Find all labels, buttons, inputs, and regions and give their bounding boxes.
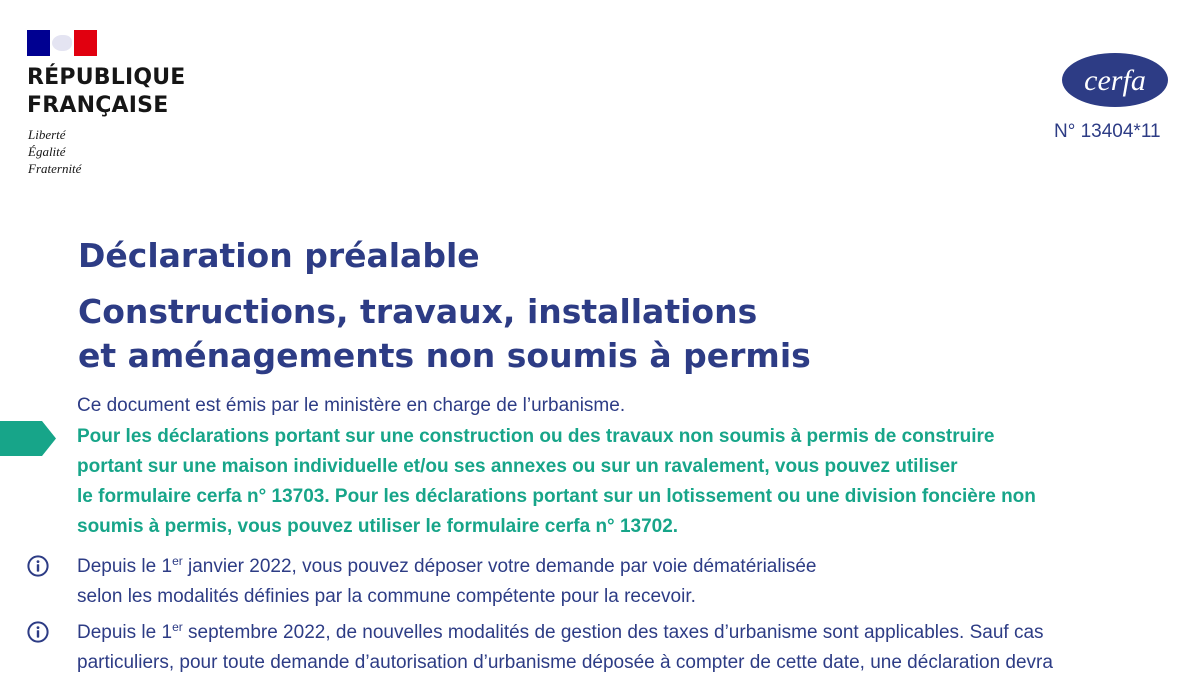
svg-text:cerfa: cerfa	[1084, 64, 1146, 97]
national-motto: Liberté Égalité Fraternité	[28, 127, 82, 176]
alternative-forms-notice: Pour les déclarations portant sur une construction ou des travaux non soumis à permis de construire portant sur une maison individuelle et/ou ses annexes ou sur un ravalement, vous pouvez utiliser le formulaire cerfa n° 13703. Pour les déclarations portant sur un lotissement ou une division foncière non soumis à permis, vous pouvez utiliser le formulaire cerfa n° 13702.	[77, 426, 1036, 537]
french-flag-logo	[27, 30, 97, 56]
info-dematerialized-submission: Depuis le 1er janvier 2022, vous pouvez déposer votre demande par voie dématérialisée selon les modalités définies par la commune compétente pour la recevoir.	[77, 554, 817, 607]
arrow-marker-icon	[0, 421, 56, 456]
intro-text: Ce document est émis par le ministère en charge de l’urbanisme.	[77, 395, 626, 416]
republique-francaise-wordmark: RÉPUBLIQUE FRANÇAISE	[27, 65, 186, 118]
document-title: Déclaration préalable	[78, 236, 480, 275]
cerfa-logo	[1061, 52, 1169, 108]
document-subtitle: Constructions, travaux, installations et aménagements non soumis à permis	[78, 292, 811, 375]
info-urbanism-taxes: Depuis le 1er septembre 2022, de nouvelles modalités de gestion des taxes d’urbanisme sont applicables. Sauf cas particuliers, pour toute demande d’autorisation d’urbanisme déposée à compter de cette date, une déclaration devra	[77, 620, 1053, 673]
info-icon	[27, 621, 49, 643]
info-icon	[27, 555, 49, 577]
cerfa-form-number: N° 13404*11	[1054, 121, 1161, 142]
